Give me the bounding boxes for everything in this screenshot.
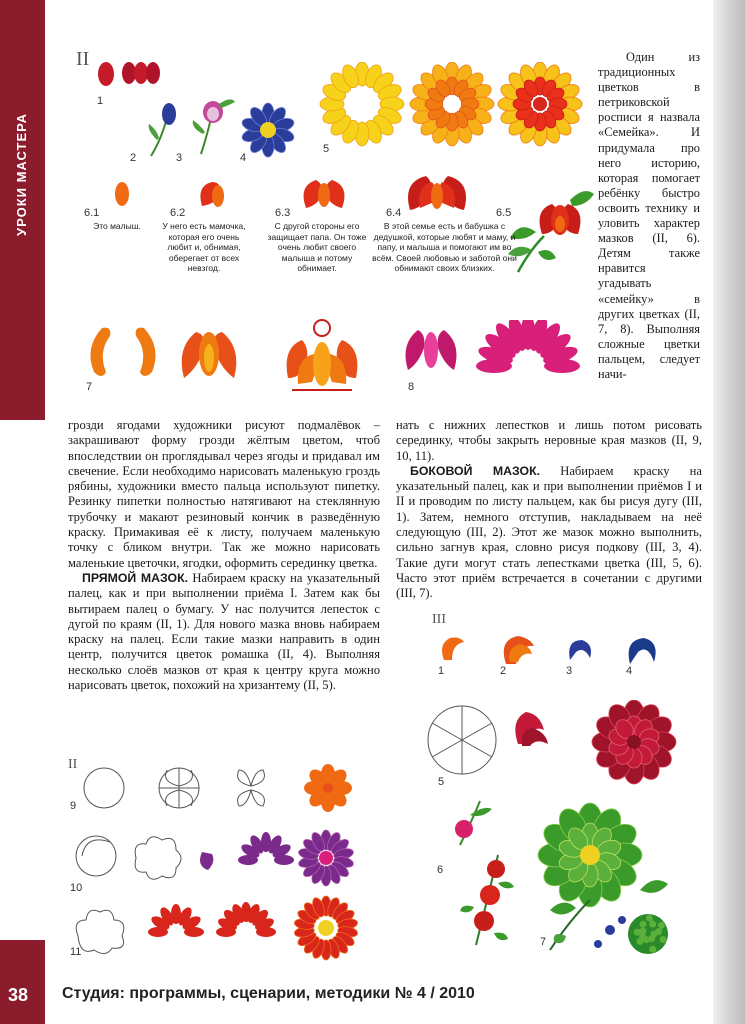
figure-label: 4 (240, 152, 247, 164)
left-paragraph-2 (68, 571, 380, 693)
right-column-intro (598, 50, 700, 382)
figure-label: 10 (70, 882, 83, 894)
flower-center (580, 845, 600, 865)
figure-label: 1 (438, 665, 445, 677)
petal (184, 927, 204, 937)
caption-6-1: Это малыш. (93, 221, 141, 231)
figure-label: 4 (626, 665, 633, 677)
flower-center (533, 97, 547, 111)
figure-ii-7-flowers (84, 318, 270, 396)
figure-label: 5 (323, 143, 330, 155)
figure-label: 8 (408, 381, 415, 393)
figure-ii-2-bud (143, 100, 183, 160)
left-paragraph-1: грозди ягодами художники рисуют подмалёвок – закрашивают форму грозди жёлтым цветом, чтоб впоследствии он проглядывал через ягоды и придавал им свечение. Если необходимо нарисовать маленькую гроздь рябины, художники вместо пальца используют пипетку. Резинку пипетки полностью натягивают на стеклянную трубочку и макают резиновый кончик в разведённую краску. Примакивая её к листу, получаем маленькую точку с бликом внутри. Так же можно нарисовать маленькие цветочки, ягодки, оформить серединку цветка. (68, 418, 380, 570)
figure-ii-4-chamomile (238, 100, 298, 160)
right-paragraph-2 (396, 464, 702, 602)
figure-label: 7 (540, 936, 547, 948)
right-column-intro-text: Один из традиционных цветков в петриковской росписи я назвала «Семейка». И придумала про него историю, которая помогает ребёнку быстро освоить технику и уловить характер мазков (II, 6). Детям также нравится угадывать «семейку» в других цветках (II, 7, 8). Выполняя сложные цветки пальцем, следует начи- (598, 50, 700, 381)
figure-label: 5 (438, 776, 445, 788)
figure-roman-ii-bottom: II (68, 757, 78, 772)
figure-ii-9-11-steps (66, 762, 366, 962)
caption-6-3: С другой стороны его защищает папа. Он тоже очень любит своего малыша и потому обнимает. (267, 221, 367, 273)
berry (639, 921, 646, 928)
figure-ii-3-flower (183, 92, 238, 157)
flower-center (627, 735, 641, 749)
left-paragraph-2-text: Набираем краску на указательный палец, как и при выполнении приёма I. Затем как бы вытираем палец о бумагу. У нас получится лепесток с дугой по краям (II, 1). Для нового мазка вновь набираем краску на палец. Если такие мазки направить в один центр, получится цветок ромашка (II, 4). Выполняя несколько слоёв мазков от края к центру круга можно нарисовать цветок, похожий на хризантему (II, 5). (68, 570, 380, 693)
right-paragraph-2-text: Набираем краску на указательный палец, как и при выполнении приёмов I и II и проводим по листу пальцем, как бы рисуя дугу (III, 1). Затем, немного отступив, накладываем на неё следующую (III, 2). Этот же мазок можно выполнить, сильно загнув края, словно рисуя подкову (III, 3, 4). Такие дуги могут стать лепестками цветка (III, 5, 6). Часто этот приём встречается в сочетании с другими (III, 7). (396, 463, 702, 601)
figure-label: 6.4 (386, 207, 402, 219)
berry (649, 921, 656, 928)
petal (544, 359, 580, 373)
figure-ii-6-2-petals (196, 180, 232, 210)
flower-center (348, 90, 376, 118)
figure-label: 6.2 (170, 207, 186, 219)
page-number: 38 (8, 985, 29, 1005)
berry (660, 936, 667, 943)
berry (646, 915, 653, 922)
figure-ii-5-chrysanthemums (318, 62, 588, 152)
figure-label: 2 (130, 152, 137, 164)
figure-label: 3 (566, 665, 573, 677)
caption-6-2: У него есть мамочка, которая его очень любит и, обнимая, оберегает от всех невзгод. (162, 221, 246, 273)
heading-side-stroke: БОКОВОЙ МАЗОК. (410, 463, 541, 478)
page-fold-shadow (713, 0, 745, 1024)
figure-label: 11 (70, 946, 82, 958)
figure-ii-1-petals (96, 58, 171, 90)
figure-iii-6-berries (440, 795, 540, 955)
figure-label: 6.5 (496, 207, 512, 219)
caption-6-4: В этой семье есть и бабушка с дедушкой, которые любят и маму, и папу, и малыша и помогают им во всём. Своей любовью и заботой они обнимают своих близких. (372, 221, 517, 273)
figure-label: 6.1 (84, 207, 100, 219)
figure-label: 7 (86, 381, 93, 393)
figure-roman-iii: III (432, 612, 446, 627)
figure-iii-7-composition (530, 800, 680, 965)
flower-center (319, 851, 333, 865)
petal (256, 927, 276, 937)
figure-ii-6-4-petals (406, 172, 468, 216)
figure-roman-ii-top: II (76, 48, 90, 70)
flower-center (318, 920, 334, 936)
figure-label: 6.3 (275, 207, 291, 219)
figure-label: 6 (437, 864, 444, 876)
figure-ii-6-1-petal (112, 180, 132, 208)
flower-center (443, 95, 461, 113)
right-paragraph-1: нать с нижних лепестков и лишь потом рисовать серединку, чтобы закрыть неровные края мазков (II, 9, 10, 11). (396, 418, 702, 463)
petal (274, 855, 294, 865)
berry (649, 946, 656, 953)
figure-label: 9 (70, 800, 77, 812)
flower-center (323, 783, 333, 793)
figure-ii-8-flowers (400, 320, 590, 394)
figure-label: 3 (176, 152, 183, 164)
figure-ii-6-3-petals (300, 178, 348, 212)
page-number-block (0, 940, 45, 1024)
section-title: УРОКИ МАСТЕРА (14, 112, 29, 236)
journal-footer: Студия: программы, сценарии, методики № 4 / 2010 (62, 985, 475, 1002)
figure-iii-5-rose (422, 700, 692, 790)
figure-ii-7-flower-full (282, 318, 362, 394)
figure-label: 1 (97, 95, 104, 107)
berry (655, 928, 662, 935)
right-column-text (396, 418, 702, 602)
berry (658, 922, 665, 929)
figure-iii-1-4-arcs (430, 630, 670, 675)
berry (639, 927, 646, 934)
heading-direct-stroke: ПРЯМОЙ МАЗОК. (82, 570, 188, 585)
figure-label: 2 (500, 665, 507, 677)
left-column-text (68, 418, 380, 693)
